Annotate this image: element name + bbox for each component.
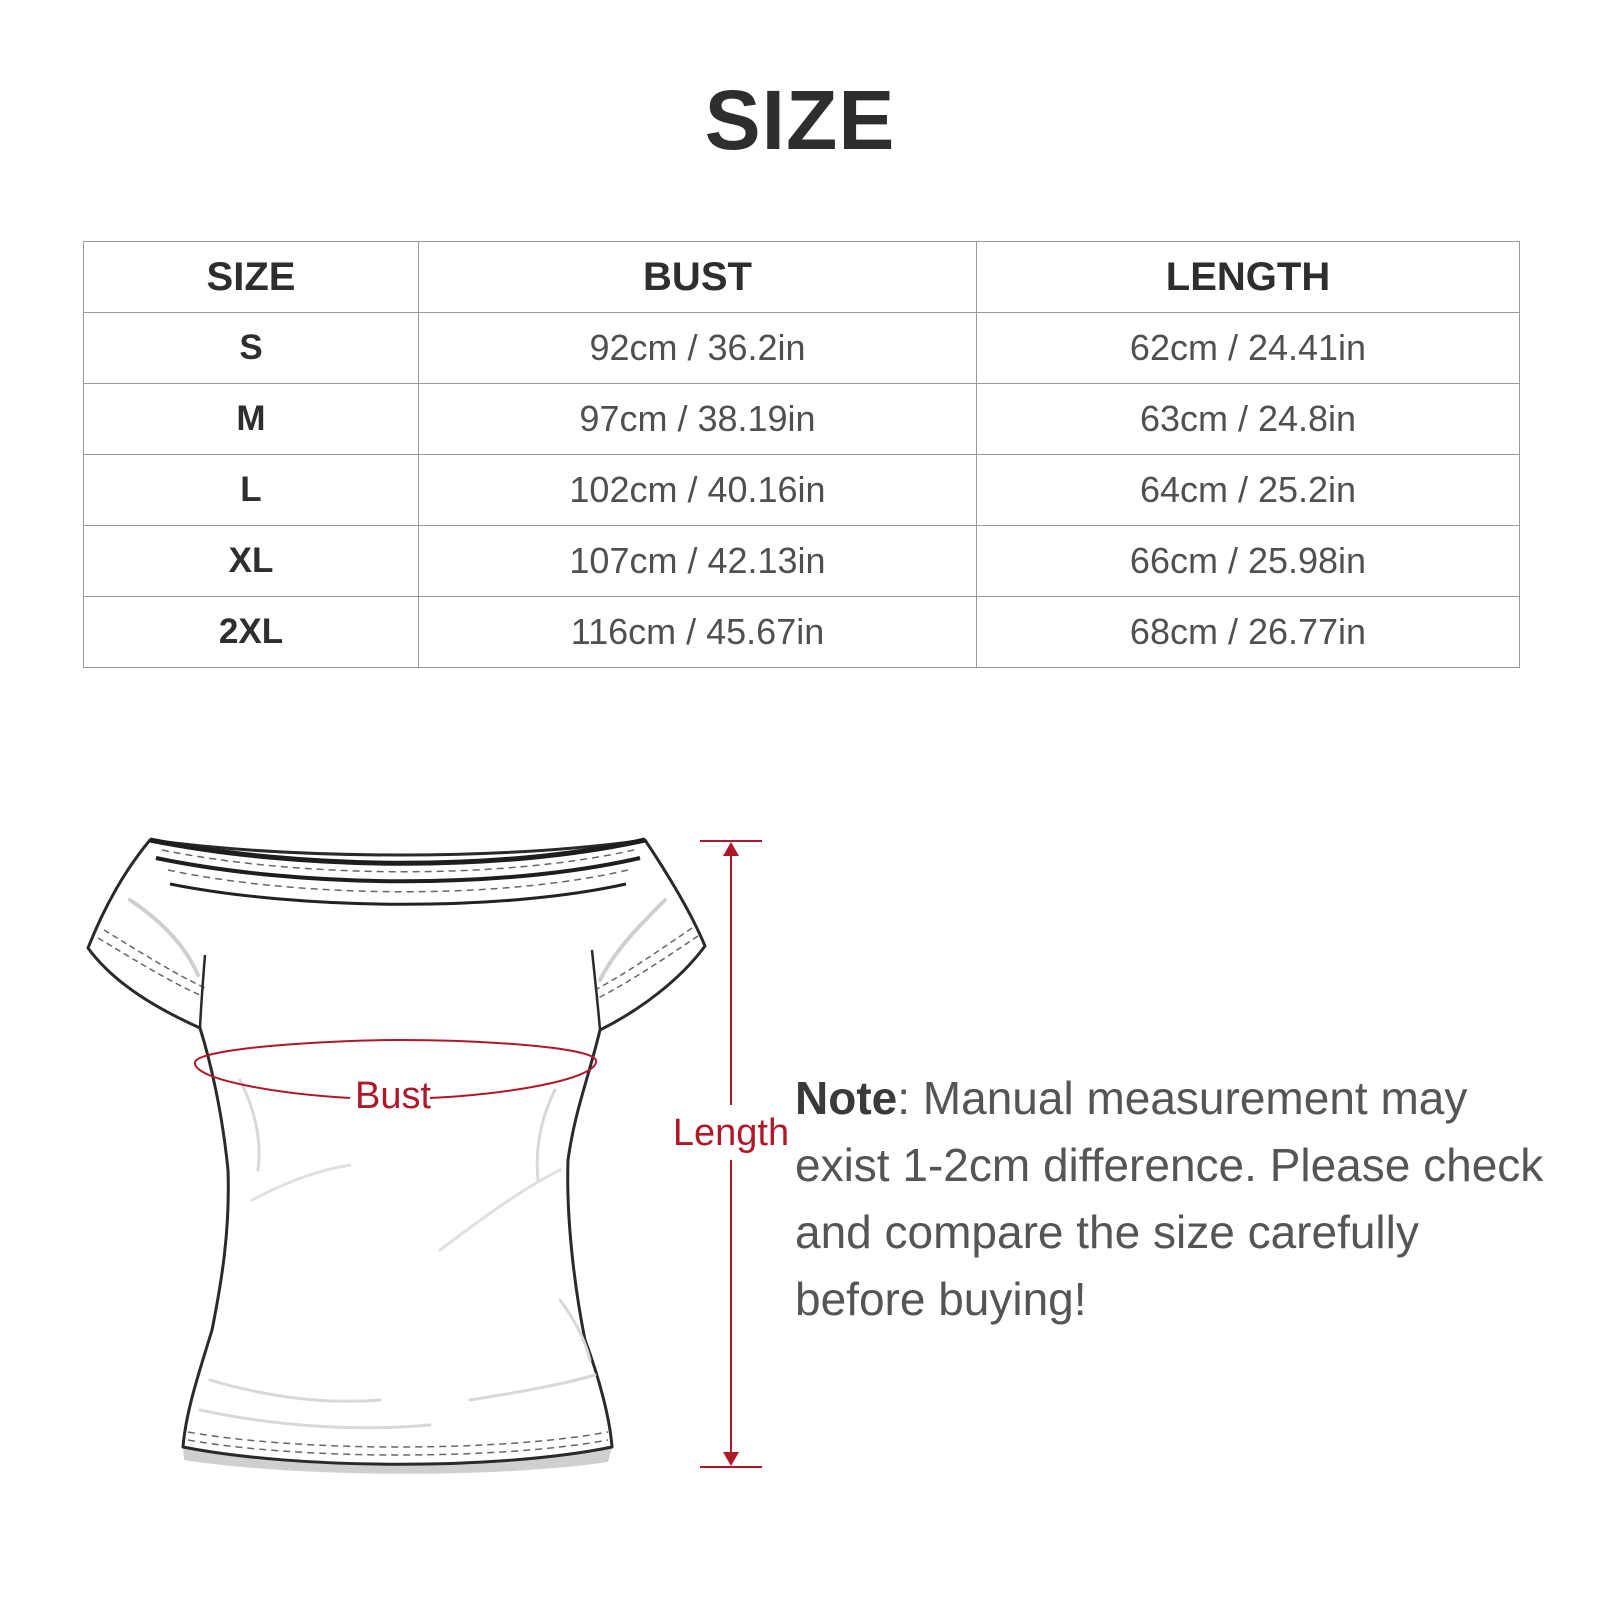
bust-label: Bust bbox=[354, 1075, 432, 1117]
length-cell: 63cm / 24.8in bbox=[977, 384, 1520, 455]
bust-cell: 92cm / 36.2in bbox=[419, 313, 977, 384]
size-cell: M bbox=[84, 384, 419, 455]
bust-cell: 102cm / 40.16in bbox=[419, 455, 977, 526]
measurement-note bbox=[795, 1065, 1555, 1333]
size-cell: XL bbox=[84, 526, 419, 597]
page-title: SIZE bbox=[704, 73, 896, 167]
table-row bbox=[84, 455, 1520, 526]
table-row bbox=[84, 526, 1520, 597]
note-label: Note bbox=[795, 1072, 898, 1124]
length-cell: 68cm / 26.77in bbox=[977, 597, 1520, 668]
table-row bbox=[84, 384, 1520, 455]
header-length: LENGTH bbox=[977, 242, 1520, 313]
table-header-row bbox=[84, 242, 1520, 313]
size-cell: L bbox=[84, 455, 419, 526]
table-row bbox=[84, 597, 1520, 668]
size-chart-table bbox=[83, 241, 1520, 668]
table-row bbox=[84, 313, 1520, 384]
garment-measurement-diagram bbox=[0, 780, 820, 1500]
bust-cell: 116cm / 45.67in bbox=[419, 597, 977, 668]
length-label: Length bbox=[672, 1112, 790, 1154]
header-bust: BUST bbox=[419, 242, 977, 313]
length-cell: 64cm / 25.2in bbox=[977, 455, 1520, 526]
size-cell: 2XL bbox=[84, 597, 419, 668]
length-cell: 66cm / 25.98in bbox=[977, 526, 1520, 597]
bust-cell: 107cm / 42.13in bbox=[419, 526, 977, 597]
size-cell: S bbox=[84, 313, 419, 384]
length-cell: 62cm / 24.41in bbox=[977, 313, 1520, 384]
note-text: : Manual measurement may exist 1-2cm difference. Please check and compare the size carefully before buying! bbox=[795, 1072, 1544, 1325]
off-shoulder-top-illustration bbox=[88, 840, 705, 1474]
header-size: SIZE bbox=[84, 242, 419, 313]
bust-cell: 97cm / 38.19in bbox=[419, 384, 977, 455]
